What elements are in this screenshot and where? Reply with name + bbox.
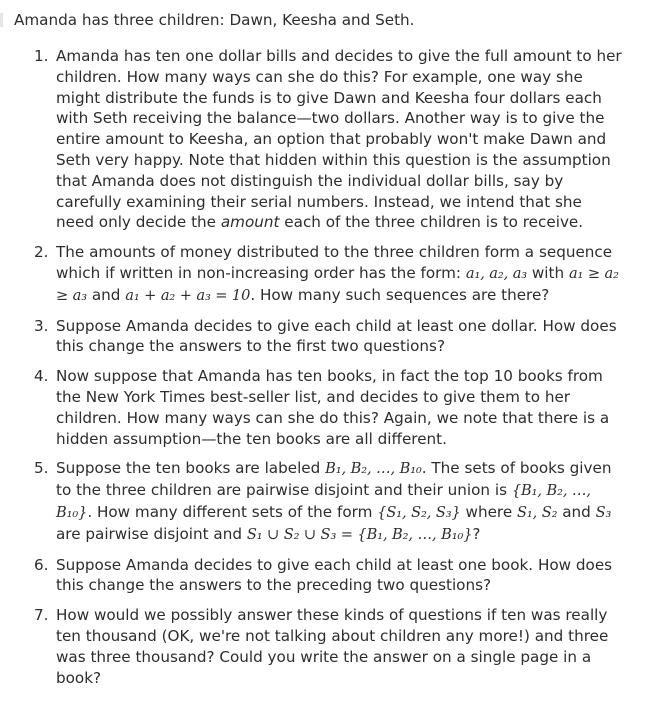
problem-text: The amounts of money distributed to the three children form a sequence which if written in non-increasing order has the form: [56, 243, 613, 282]
problem-text: . How many such sequences are there? [250, 285, 550, 304]
problem-text: Suppose the ten books are labeled [56, 459, 326, 478]
problem-item-6 [34, 555, 622, 597]
problem-number: 1. [34, 47, 49, 65]
problem-text: Suppose Amanda decides to give each child at least one dollar. How does this change the answers to the first two questions? [56, 316, 617, 356]
problem-number: 7. [34, 606, 49, 625]
math-expression: S₃ [595, 503, 612, 521]
problem-item-5 [34, 458, 622, 545]
problem-number: 2. [34, 243, 49, 262]
problem-text: and [557, 502, 596, 521]
problem-number: 4. [34, 367, 49, 386]
problem-text: Now suppose that Amanda has ten books, in fact the top 10 books from the New York Times best-seller list, and decides to give them to her children. How many ways can she do this? Again, we note that there is a hidden assumption—the ten books are all different. [56, 367, 610, 448]
problem-text: and [87, 285, 126, 304]
math-expression: a₁ ≥ a₂ ≥ a₃ [56, 264, 619, 304]
problem-number: 3. [34, 316, 49, 335]
problem-item-7 [34, 605, 622, 688]
problem-text: are pairwise disjoint and [56, 524, 247, 543]
problem-text: . The sets of books given to the three children are pairwise disjoint and their union is [56, 459, 612, 500]
left-edge-mark [0, 13, 3, 27]
math-expression: a₁ + a₂ + a₃ = 10 [125, 286, 251, 304]
math-expression: a₁, a₂, a₃ [465, 264, 528, 282]
problem-list [34, 46, 622, 697]
problem-number: 6. [34, 555, 49, 574]
problem-text: Amanda has ten one dollar bills and decides to give the full amount to her children. How many ways can she do this? For example, one way she might distribute the funds is to give Dawn and Keesha four dollars each with Seth receiving the balance—two dollars. Another way is to give the entire amount to Keesha, an option that probably won't make Dawn and Seth very happy. Note that hidden within this question is the assumption that Amanda does not distinguish the individual dollar bills, say by carefully examining their serial numbers. Instead, we intend that she need only decide the [56, 47, 622, 232]
problem-text: ? [472, 524, 481, 543]
math-expression: {B₁, B₂, …, B₁₀} [56, 482, 591, 521]
problem-text: Suppose Amanda decides to give each child at least one book. How does this change the answers to the preceding two questions? [56, 555, 613, 595]
problem-text: each of the three children is to receive. [279, 213, 584, 232]
problem-text: . How many different sets of the form [87, 502, 378, 521]
intro-sentence: Amanda has three children: Dawn, Keesha and Seth. [14, 11, 415, 29]
emphasized-word: amount [220, 213, 280, 232]
problem-item-1 [34, 46, 622, 233]
math-expression: S₁, S₂ [517, 503, 558, 521]
problem-item-2 [34, 242, 622, 306]
math-expression: {S₁, S₂, S₃} [377, 503, 461, 521]
problem-item-4 [34, 366, 622, 449]
math-expression: B₁, B₂, …, B₁₀ [325, 460, 422, 478]
problem-number: 5. [34, 459, 49, 478]
problem-text: where [460, 502, 518, 521]
problem-item-3 [34, 316, 622, 358]
math-expression: S₁ ∪ S₂ ∪ S₃ = {B₁, B₂, …, B₁₀} [246, 525, 473, 543]
problem-text: How would we possibly answer these kinds of questions if ten was really ten thousand (OK, we're not talking about children any more!) and three was three thousand? Could you write the answer on a single page in a book? [56, 606, 609, 687]
problem-text: with [527, 263, 569, 282]
